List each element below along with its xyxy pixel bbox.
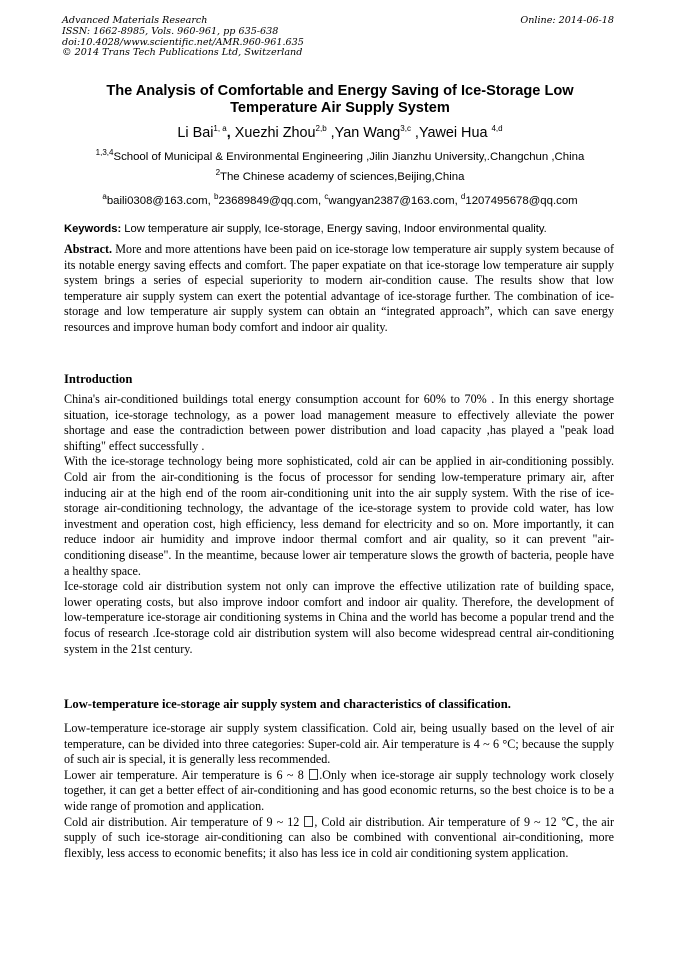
abstract-label: Abstract. xyxy=(64,242,113,256)
online-date: Online: 2014-06-18 xyxy=(520,15,614,26)
author-name: Yawei Hua xyxy=(418,125,488,141)
paragraph: China's air-conditioned buildings total energy consumption account for 60% to 70% . In this energy shortage situation, ice-storage technology, as a power load management measure to effectively alleviate the power shortage and ease the contradiction between power distribution and load capacity ,has played a "peak load shifting" effect successfully . xyxy=(64,392,614,453)
email-list xyxy=(60,194,620,208)
email-sup: a xyxy=(102,192,107,202)
issn-line: ISSN: 1662-8985, Vols. 960-961, pp 635-638 xyxy=(62,25,279,37)
email-link[interactable]: 1207495678@qq.com xyxy=(465,195,578,207)
email-sup: c xyxy=(324,192,329,202)
title-line-1: The Analysis of Comfortable and Energy Saving of Ice-Storage Low xyxy=(106,83,574,99)
author-list: Li Bai$^{1, a}$, Xuezhi Zhou$^{2,b}$ ,Yan Wang$^{3,c}$ ,Yawei Hua $^{4,d}$ xyxy=(177,124,503,141)
author-name: Xuezhi Zhou xyxy=(234,125,316,141)
publication-metadata xyxy=(62,16,304,59)
paragraph: Ice-storage cold air distribution system not only can improve the effective utilization rate of building space, lower operating costs, but also improve indoor comfort and indoor air quality. Therefore, the development of low-temperature ice-storage air conditioning systems in China and the world has become a popular trend and the focus of research .Ice-storage cold air distribution system will also become widespread central air-conditioning system in the 21st century. xyxy=(64,579,614,656)
email-sup: d xyxy=(460,192,466,202)
introduction-heading: Introduction xyxy=(64,372,133,386)
affiliation-text: School of Municipal & Environmental Engineering ,Jilin Jianzhu University,.Changchun ,China xyxy=(113,151,585,163)
affiliation-text: The Chinese academy of sciences,Beijing,China xyxy=(220,171,465,183)
affiliation-2 xyxy=(60,170,620,184)
abstract xyxy=(64,242,614,336)
author-sup: 4,d xyxy=(491,124,503,134)
paragraph-text: , Cold air distribution. Air temperature of 9 ~ 12 ℃, the air supply of such ice-storage air-conditioning can also be combined with conventional air-conditioning, more flexibly, less access to economic benefits; it also has less ice in cold air conditioning system application. xyxy=(64,814,614,860)
paragraph-text: .Only when ice-storage air supply technology work closely together, it can get a better effect of air-conditioning and has good economic returns, so the best choice is to be a wide range of promotion and application. xyxy=(64,767,615,813)
missing-glyph-icon xyxy=(304,816,313,827)
paragraph: With the ice-storage technology being more sophisticated, cold air can be applied in air-conditioning possibly. Cold air from the air-conditioning is the focus of processor for sending low-temperature primary air, after inducing air at the high end of the room air-conditioning unit into the air supply system. With the rise of ice-storage air-conditioning technology, the advantage of the ice-storage system to provide cold water, has low investment and operation cost, high efficiency, less demand for electricity and so on. More importantly, it can reduce indoor air humidity and improve indoor thermal comfort and air quality, so it can prevent "air-conditioning disease". In the meantime, because lower air temperature slows the growth of bacteria, people have a healthy space. xyxy=(64,454,614,578)
paragraph: Low-temperature ice-storage air supply system classification. Cold air, being usually based on the level of air temperature, can be divided into three categories: Super-cold air. Air temperature is 4 ~ 6 °C; because the supply of such air is special, it is generally less recommended. xyxy=(64,721,614,767)
abstract-text: More and more attentions have been paid on ice-storage low temperature air supply system because of its notable energy saving effects and comfort. The paper expatiate on that ice-storage low temperature air supply system brings a series of especial superiority to modern air-condition cause. The results show that low temperature air supply system can exert the potential advantage of ice-storage further. The combination of ice-storage and low temperature air supply system can obtain an “integrated approach”, which can save energy resources and improve human body comfort and indoor air quality. xyxy=(64,242,614,334)
email-link[interactable]: 23689849@qq.com, xyxy=(218,195,325,207)
keywords-text: Low temperature air supply, Ice-storage, Energy saving, Indoor environmental quality. xyxy=(121,223,547,235)
paragraph xyxy=(64,768,614,815)
author-sup: 1, a xyxy=(213,124,227,134)
journal-name: Advanced Materials Research xyxy=(62,15,208,26)
keywords xyxy=(64,222,616,236)
author-sup: 2,b xyxy=(315,124,327,134)
keywords-label: Keywords: xyxy=(64,223,122,235)
email-link[interactable]: wangyan2387@163.com, xyxy=(328,195,461,207)
paragraph xyxy=(64,815,614,862)
section-body xyxy=(64,721,614,861)
affiliation-sup: 1,3,4 xyxy=(95,148,114,158)
email-link[interactable]: baili0308@163.com, xyxy=(106,195,214,207)
doi-line[interactable]: doi:10.4028/www.scientific.net/AMR.960-961.635 xyxy=(62,36,304,48)
missing-glyph-icon xyxy=(309,769,318,780)
author-name: Yan Wang xyxy=(334,125,401,141)
section-heading: Low-temperature ice-storage air supply system and characteristics of classification. xyxy=(64,697,511,711)
paper-title xyxy=(60,83,620,117)
paragraph-text: Lower air temperature. Air temperature is 6 ~ 8 xyxy=(64,767,309,782)
affiliation-sup: 2 xyxy=(215,168,221,178)
email-sup: b xyxy=(214,192,219,202)
affiliation-1 xyxy=(60,150,620,164)
title-line-2: Temperature Air Supply System xyxy=(230,100,450,116)
introduction-body xyxy=(64,392,614,657)
author-name: Li Bai xyxy=(177,125,214,141)
copyright-line: © 2014 Trans Tech Publications Ltd, Switzerland xyxy=(62,47,303,59)
paragraph-text: Cold air distribution. Air temperature of 9 ~ 12 xyxy=(64,814,304,829)
author-sup: 3,c xyxy=(400,124,411,134)
